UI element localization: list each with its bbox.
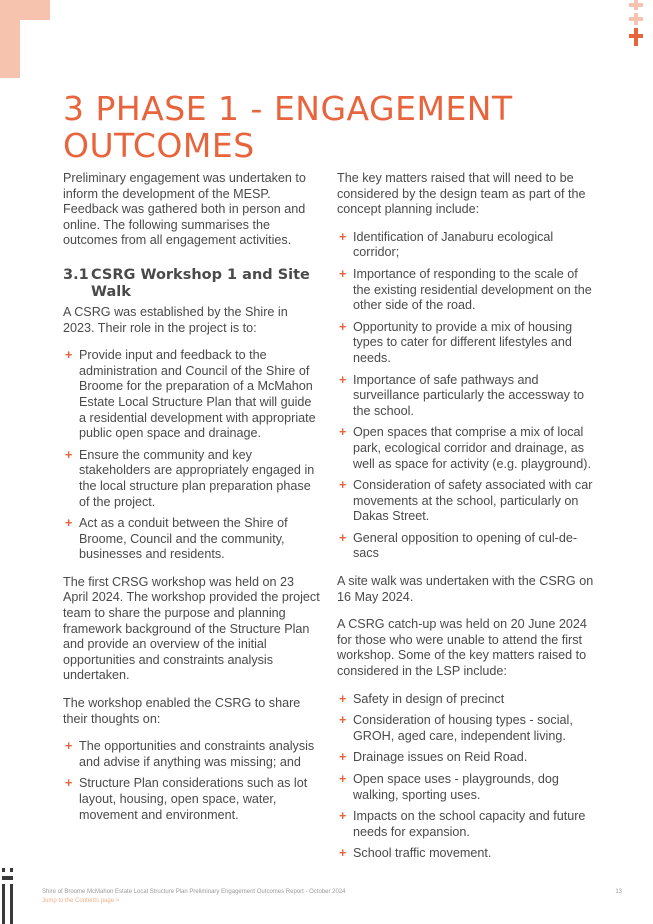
catchup-list (337, 692, 595, 862)
plus-bullet-icon: + (339, 809, 347, 824)
list-item: + Importance of responding to the scale of the existing residential development on the other side of the road. (339, 266, 592, 313)
list-item: + Act as a conduit between the Shire of Broome, Council and the community, businesses and residents. (65, 516, 288, 562)
plus-bullet-icon: + (339, 229, 347, 244)
list-item: + Safety in design of precinct (339, 691, 505, 706)
page-number: 13 (615, 889, 622, 895)
plus-bullet-icon: + (339, 846, 347, 861)
key-matters-list (337, 230, 595, 562)
role-list (63, 348, 321, 563)
section-number: 3.1 (63, 266, 89, 283)
workshop-paragraph: The first CRSG workshop was held on 23 April 2024. The workshop provided the project team to share the purpose and planning framework background of the Structure Plan and provide an overview of the initial opportunities and constraints analysis undertaken. (63, 574, 320, 683)
csrg-intro-paragraph: A CSRG was established by the Shire in 2023. Their role in the project is to: (63, 304, 288, 335)
corner-bracket-decoration (0, 0, 50, 80)
list-item: + Structure Plan considerations such as lot layout, housing, open space, water, movement and environment. (65, 776, 308, 822)
section-heading (63, 267, 321, 301)
plus-bullet-icon: + (339, 478, 347, 493)
page-title: 3 PHASE 1 - ENGAGEMENT OUTCOMES (63, 89, 513, 165)
list-item: + Open space uses - playgrounds, dog walking, sporting uses. (339, 772, 559, 802)
key-matters-intro: The key matters raised that will need to be considered by the design team as part of the concept planning include: (337, 171, 586, 217)
list-item: + Importance of safe pathways and surveillance particularly the accessway to the school. (339, 372, 584, 418)
plus-bullet-icon: + (339, 266, 347, 281)
list-item: + Identification of Janaburu ecological corridor; (339, 229, 554, 260)
section-title: CSRG Workshop 1 and Site Walk (91, 266, 310, 300)
plus-bullet-icon: + (65, 348, 73, 363)
plus-bullet-icon: + (339, 713, 347, 728)
catchup-paragraph: A CSRG catch-up was held on 20 June 2024 for those who were unable to attend the first workshop. Some of the key matters raised to considered in the LSP include: (337, 617, 587, 679)
plus-bullet-icon: + (339, 425, 347, 440)
plus-bullet-icon: + (339, 372, 347, 387)
right-column (337, 171, 595, 874)
plus-bullet-icon: + (65, 516, 73, 531)
intro-paragraph: Preliminary engagement was undertaken to inform the development of the MESP. Feedback was gathered both in person and online. The following summarises the outcomes from all engagement activities. (63, 171, 306, 248)
site-walk-paragraph: A site walk was undertaken with the CSRG on 16 May 2024. (337, 574, 594, 604)
left-column (63, 171, 321, 835)
share-intro-paragraph: The workshop enabled the CSRG to share their thoughts on: (63, 696, 301, 726)
list-item: + Impacts on the school capacity and future needs for expansion. (339, 809, 586, 839)
list-item: + Provide input and feedback to the administration and Council of the Shire of Broome for the preparation of a McMahon Estate Local Structure Plan that will guide a residential development with appropriate public open space and drainage. (65, 348, 316, 441)
list-item: + Ensure the community and key stakeholders are appropriately engaged in the local structure plan preparation phase of the project. (65, 447, 315, 509)
share-list (63, 739, 321, 823)
plus-bullet-icon: + (65, 739, 73, 754)
list-item: + Consideration of housing types - social, GROH, aged care, independent living. (339, 713, 573, 743)
plus-bullet-icon: + (339, 530, 347, 545)
plus-pattern-decoration (627, 0, 645, 48)
footer-document-title: Shire of Broome McMahon Estate Local Structure Plan Preliminary Engagement Outcomes Report - October 2024 (42, 889, 346, 895)
list-item: + Opportunity to provide a mix of housing types to cater for different lifestyles and needs. (339, 319, 573, 365)
pixel-pattern-decoration (0, 868, 16, 924)
list-item: + The opportunities and constraints analysis and advise if anything was missing; and (65, 739, 315, 769)
plus-bullet-icon: + (65, 447, 73, 462)
page-footer (42, 888, 622, 906)
list-item: + General opposition to opening of cul-de-sacs (339, 530, 578, 561)
list-item: + Drainage issues on Reid Road. (339, 750, 528, 765)
plus-bullet-icon: + (339, 772, 347, 786)
list-item: + Consideration of safety associated with car movements at the school, particularly on Dakas Street. (339, 478, 593, 524)
plus-bullet-icon: + (339, 691, 347, 706)
plus-bullet-icon: + (65, 776, 73, 791)
list-item: + Open spaces that comprise a mix of local park, ecological corridor and drainage, as well as space for activity (e.g. playground). (339, 425, 591, 471)
jump-to-contents-link[interactable]: Jump to the Contents page > (42, 898, 120, 904)
plus-bullet-icon: + (339, 750, 347, 765)
list-item: + School traffic movement. (339, 846, 492, 861)
plus-bullet-icon: + (339, 319, 347, 334)
